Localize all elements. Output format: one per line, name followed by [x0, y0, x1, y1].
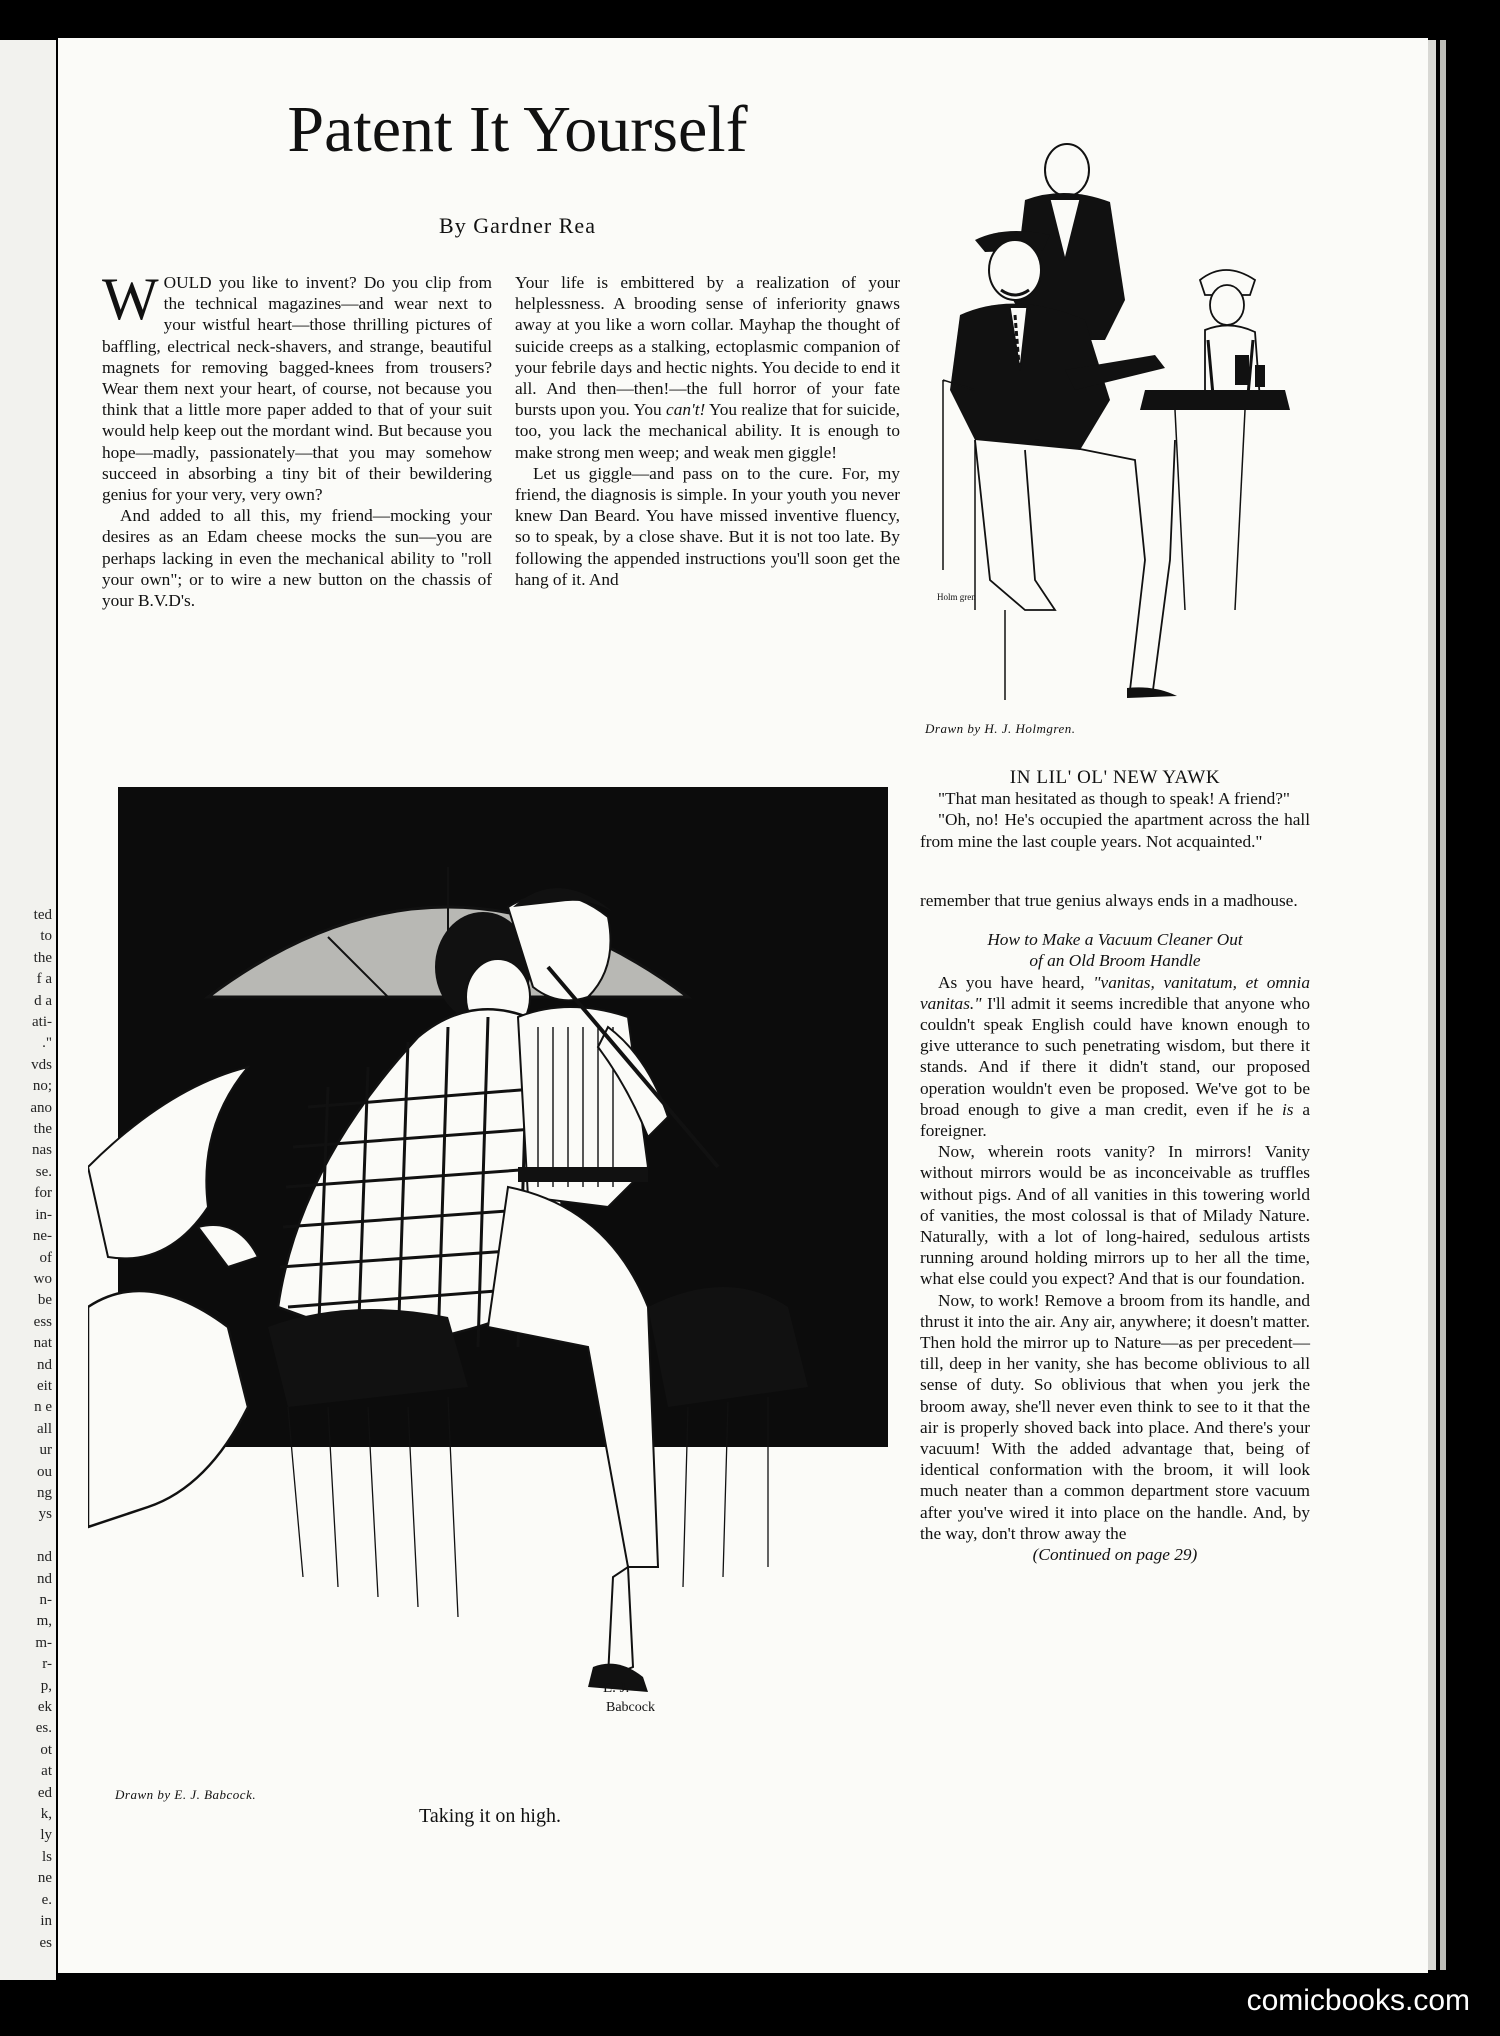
- paragraph: Now, wherein roots vanity? In mirrors! Vanity without mirrors would be as inconceivable as truffles without pigs. And of all vanities in this towering world of vanities, the most colossal is that of Milady Nature. Naturally, with a lot of long-haired, sedulous artists running around holding mirrors up to her all the time, what else could you expect? And that is our foundation.: [920, 1142, 1310, 1289]
- fragment-line: p,: [40, 1677, 52, 1694]
- fragment-line: ng: [37, 1484, 52, 1501]
- fragment-line: se.: [35, 1163, 52, 1180]
- fragment-line: e.: [41, 1891, 52, 1908]
- babcock-illustration: [88, 787, 888, 1777]
- paragraph: Now, to work! Remove a broom from its handle, and thrust it into the air. Any air, anywhere; it doesn't matter. Then hold the mirror up to Nature—as per precedent—till, deep in her vanity, she has become oblivious to all sense of duty. So oblivious that when you jerk the broom away, she'll never even think to see to it that the air is properly shoved back into place. And there's your vacuum! With the added advantage that, being of identical conformation with the broom, it will look much neater than a common department store vacuum after you've wired it into place on the handle. And, by the way, don't throw away the: [920, 1290, 1310, 1543]
- paragraph: As you have heard, "vanitas, vanitatum, et omnia vanitas." I'll admit it seems incredible that anyone who couldn't speak English could have known enough to give utterance to such penetrating wisdom, but there it stands. And if there it didn't stand, our proposed operation wouldn't even be proposed. We've got to be broad enough to give a man credit, even if he is a foreigner.: [920, 972, 1311, 1141]
- caption-block: [920, 767, 1310, 852]
- fragment-line: ys: [38, 1506, 52, 1523]
- illustration-signature: Holm gren: [937, 592, 976, 602]
- fragment-line: in: [40, 1913, 52, 1930]
- fragment-line: ou: [37, 1463, 52, 1480]
- fragment-line: for: [34, 1185, 52, 1202]
- fragment-line: es: [39, 1934, 52, 1951]
- holmgren-illustration: [915, 140, 1335, 710]
- illustration-signature: Babcock: [606, 1700, 655, 1715]
- fragment-line: nat: [33, 1335, 52, 1352]
- illustration-credit: Drawn by H. J. Holmgren.: [925, 721, 1076, 736]
- previous-page-fragment: [0, 40, 56, 1980]
- fragment-line: es.: [35, 1720, 52, 1737]
- illustration-signature: E. J.: [603, 1680, 630, 1696]
- caption-paragraph: "Oh, no! He's occupied the apartment across the hall from mine the last couple years. Not acquainted.": [920, 810, 1310, 851]
- fragment-line: ur: [39, 1442, 52, 1459]
- illustration-caption: Taking it on high.: [419, 1805, 561, 1827]
- fragment-line: .": [42, 1035, 52, 1052]
- fragment-line: of: [39, 1249, 52, 1266]
- fragment-line: ted: [33, 907, 52, 923]
- fragment-line: m,: [36, 1613, 52, 1630]
- fragment-line: [30, 1526, 52, 1547]
- fragment-line: r-: [42, 1656, 52, 1673]
- fragment-line: the: [33, 1121, 52, 1138]
- fragment-line: ls: [41, 1848, 52, 1865]
- fragment-line: nas: [32, 1142, 52, 1159]
- caption-paragraph: "That man hesitated as though to speak! A friend?": [938, 789, 1290, 809]
- article-byline: By Gardner Rea: [439, 213, 596, 238]
- fragment-line: ati-: [32, 1014, 52, 1031]
- illustration-credit: Drawn by E. J. Babcock.: [115, 1787, 257, 1802]
- fragment-line: in-: [35, 1206, 52, 1223]
- caption-title: IN LIL' OL' NEW YAWK: [1009, 767, 1221, 788]
- fragment-line: nd: [37, 1356, 52, 1373]
- fragment-line: wo: [33, 1270, 52, 1287]
- fragment-line: ek: [37, 1699, 52, 1716]
- column-3: [920, 890, 1310, 1565]
- fragment-line: at: [41, 1763, 52, 1780]
- column-2: [515, 272, 900, 590]
- paragraph: Your life is embittered by a realization of your helplessness. A brooding sense of inferiority gnaws away at you like a worn collar. Mayhap the thought of suicide creeps as a stalking, ectoplasmic companion of your febrile days and hectic nights. You decide to end it all. And then—then!—the full horror of your fate bursts upon you. You can't! You realize that for suicide, too, you lack the mechanical ability. It is enough to make strong men weep; and weak men giggle!: [515, 273, 900, 462]
- page-edge: [1428, 40, 1436, 1970]
- fragment-line: ot: [40, 1741, 52, 1758]
- watermark: comicbooks.com: [1246, 1984, 1470, 2017]
- fragment-line: d a: [34, 992, 52, 1009]
- fragment-line: ess: [33, 1313, 52, 1330]
- fragment-line: ne: [37, 1870, 52, 1887]
- fragment-line: ly: [40, 1827, 52, 1844]
- section-heading: How to Make a Vacuum Cleaner Out: [987, 930, 1243, 950]
- fragment-line: k,: [40, 1806, 52, 1823]
- previous-page-text: [30, 905, 52, 1954]
- fragment-line: f a: [36, 971, 52, 988]
- fragment-line: vds: [31, 1056, 52, 1073]
- paragraph: And added to all this, my friend—mocking your desires as an Edam cheese mocks the sun—you are perhaps lacking in even the mechanical ability to "roll your own"; or to wire a new button on the chassis of your B.V.D's.: [102, 506, 492, 611]
- fragment-line: m-: [35, 1634, 52, 1651]
- paragraph: Let us giggle—and pass on to the cure. For, my friend, the diagnosis is simple. In your youth you never knew Dan Beard. You have missed inventive fluency, so to speak, by a close shave. But it is not too late. By following the appended instructions you'll soon get the hang of it. And: [515, 463, 900, 589]
- fragment-line: be: [37, 1292, 52, 1309]
- column-1: [102, 266, 492, 611]
- paragraph: remember that true genius always ends in a madhouse.: [920, 891, 1298, 910]
- fragment-line: n e: [34, 1399, 52, 1416]
- fragment-line: ne-: [32, 1228, 52, 1245]
- fragment-line: ed: [37, 1784, 52, 1801]
- fragment-line: nd: [37, 1570, 52, 1587]
- fragment-line: ano: [30, 1099, 52, 1116]
- section-heading: of an Old Broom Handle: [1029, 951, 1201, 971]
- fragment-line: eit: [37, 1377, 52, 1394]
- fragment-line: the: [33, 949, 52, 966]
- drop-cap: W: [102, 266, 159, 332]
- article-title: Patent It Yourself: [287, 93, 748, 166]
- fragment-line: all: [37, 1420, 52, 1437]
- fragment-line: no;: [32, 1078, 52, 1095]
- fragment-line: n-: [39, 1592, 52, 1608]
- fragment-line: nd: [37, 1549, 52, 1566]
- continued-note: (Continued on page 29): [1032, 1545, 1198, 1565]
- opening-paragraph: WOULD you like to invent? Do you clip from the technical magazines—and wear next to your wistful heart—those thrilling pictures of baffling, electrical neck-shavers, and strange, beautiful magnets for removing bagged-knees from trousers? Wear them next your heart, of course, not because you think that a little more paper added to that of your suit would help keep out the mordant wind. But because you hope—madly, passionately—that you may somehow succeed in absorbing a tiny bit of their bewildering genius for your very, very own?: [102, 266, 492, 505]
- page-edge: [1440, 40, 1446, 1970]
- fragment-line: to: [40, 928, 52, 945]
